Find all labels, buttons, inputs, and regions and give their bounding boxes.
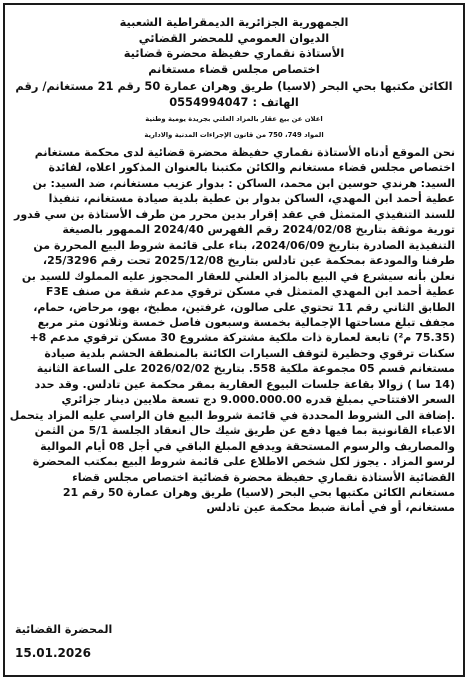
body-line: .إضافة الى الشروط المحددة في قائمة شروط البيع فان الراسي عليه المزاد يتحمل — [9, 408, 455, 422]
header-bailiff-name: الأستاذة نقماري حفيظة محضرة قضائية — [123, 46, 345, 60]
legal-notice-page — [3, 3, 465, 677]
body-line: القضائية الأستاذة نقماري حفيظة محضرة قضائية اختصاص مجلس قضاء — [72, 470, 455, 484]
body-line: للسند التنفيذي المتمثل في عقد إقرار بدين محرر من طرف الأستاذة بن سي قدور — [13, 207, 455, 221]
body-line: سكنات ترقوي وحظيرة لتوقف السيارات الكائنة بالمنطقة الحشم بلدية صيادة — [44, 346, 455, 360]
body-line: مستغانم، أو في أمانة ضبط محكمة عين تادلس — [206, 501, 455, 515]
body-line: طرفنا والمودعة بمحكمة عين تادلس بتاريخ 2025/12/08 تحت رقم 25/3296، — [42, 254, 455, 268]
notice-title-line-2: المواد 749، 750 من قانون الإجراءات المدنية والادارية — [144, 130, 324, 139]
body-line: اختصاص مجلس قضاء مستغانم والكائن مكتبنا بالعنوان المذكور اعلاه، لفائدة — [48, 161, 455, 175]
body-line: تورية موثقة بتاريخ 2024/02/08 رقم الفهرس 2024/40 الممهور بالصيغة — [62, 223, 455, 237]
body-line: مستغانم قسم 05 مجموعة ملكية 558. بتاريخ 2026/02/02 على الساعة الثانية — [36, 362, 455, 376]
notice-header — [5, 15, 463, 77]
notice-title — [5, 112, 463, 143]
notice-date: 15.01.2026 — [15, 646, 91, 660]
body-line: السيد: هرندي حوسين ابن محمد، الساكن : بدوار عزيب مستغانم، ضد السيد: بن — [32, 176, 455, 190]
signature-label: المحضرة القضائية — [15, 623, 113, 636]
body-line: عطية أحمد ابن المهدي، الساكن بدوار بن عطية بلدية صيادة مستغانم، تنفيذا — [48, 192, 455, 206]
notice-body — [5, 145, 463, 516]
address-line: الكائن مكتبها بحي البحر (لاسيا) طريق وهران عمارة 50 رقم 21 مستغانم/ رقم — [15, 79, 453, 93]
body-line: والمصاريف والرسوم المستحقة ويدفع المبلغ الباقي في أجل 08 أيام الموالية — [40, 439, 455, 453]
body-line: مجفف تبلغ مساحتها الإجمالية بخمسة وسبعون فاصل خمسة وثلاثون متر مربع — [37, 315, 455, 329]
notice-title-line-1: اعلان عن بيع عقار بالمزاد العلني بجريدة يومية وطنية — [145, 115, 323, 123]
phone-number: 0554994047 — [169, 94, 249, 109]
body-line: التنفيذية الصادرة بتاريخ 2024/06/09، بناء على قائمة شروط البيع المحررة من — [33, 238, 455, 252]
header-republic: الجمهورية الجزائرية الديمقراطية الشعبية — [119, 15, 349, 29]
body-line: (14 سا ) زوالا بقاعة جلسات البيوع العقارية بمقر محكمة عين تادلس. وقد حدد — [34, 377, 455, 391]
phone-line — [11, 95, 457, 111]
office-address — [5, 79, 463, 110]
body-line: الاعباء القانونية بما فيها دفع عن طريق شيك حال انعقاد الجلسة 5/1 من الثمن — [34, 424, 455, 438]
body-line: السعر الافتتاحي بمبلغ قدره 9.000.000.00 دج تسعة ملايين دينار جزائري — [61, 393, 455, 407]
header-jurisdiction: اختصاص مجلس قضاء مستغانم — [148, 61, 320, 76]
body-line: لرسو المزاد . يجوز لكل شخص الاطلاع على قائمة شروط البيع بمكتب المحضرة — [32, 455, 455, 469]
body-line: نحن الموقع أدناه الأستاذة نقماري حفيظة محضرة قضائية لدى محكمة مستغانم — [34, 146, 455, 159]
body-line: نعلن بأنه سيشرع في البيع بالمزاد العلني للعقار المحجوز عليه المملوك للسيد بن — [21, 269, 455, 283]
header-office: الديوان العمومي للمحضر القضائي — [138, 30, 330, 45]
body-line: (75.35 م²) تابعة لعمارة ذات ملكية مشتركة مشروع 30 مسكن ترقوي مدعم 8+ — [29, 331, 455, 345]
body-line: الطابق الثاني رقم 11 تحتوي على صالون، غرفتين، مطبخ، بهو، مرحاض، حمام، — [33, 300, 455, 314]
phone-label: الهاتف : — [252, 94, 299, 109]
body-line: مستغانم الكائن مكتبها بحي البحر (لاسيا) طريق وهران عمارة 50 رقم 21 — [62, 485, 455, 499]
body-line: عطية أحمد ابن المهدي المتمثل في مسكن ترقوي مدعم شقة من صنف F3E — [45, 285, 455, 299]
